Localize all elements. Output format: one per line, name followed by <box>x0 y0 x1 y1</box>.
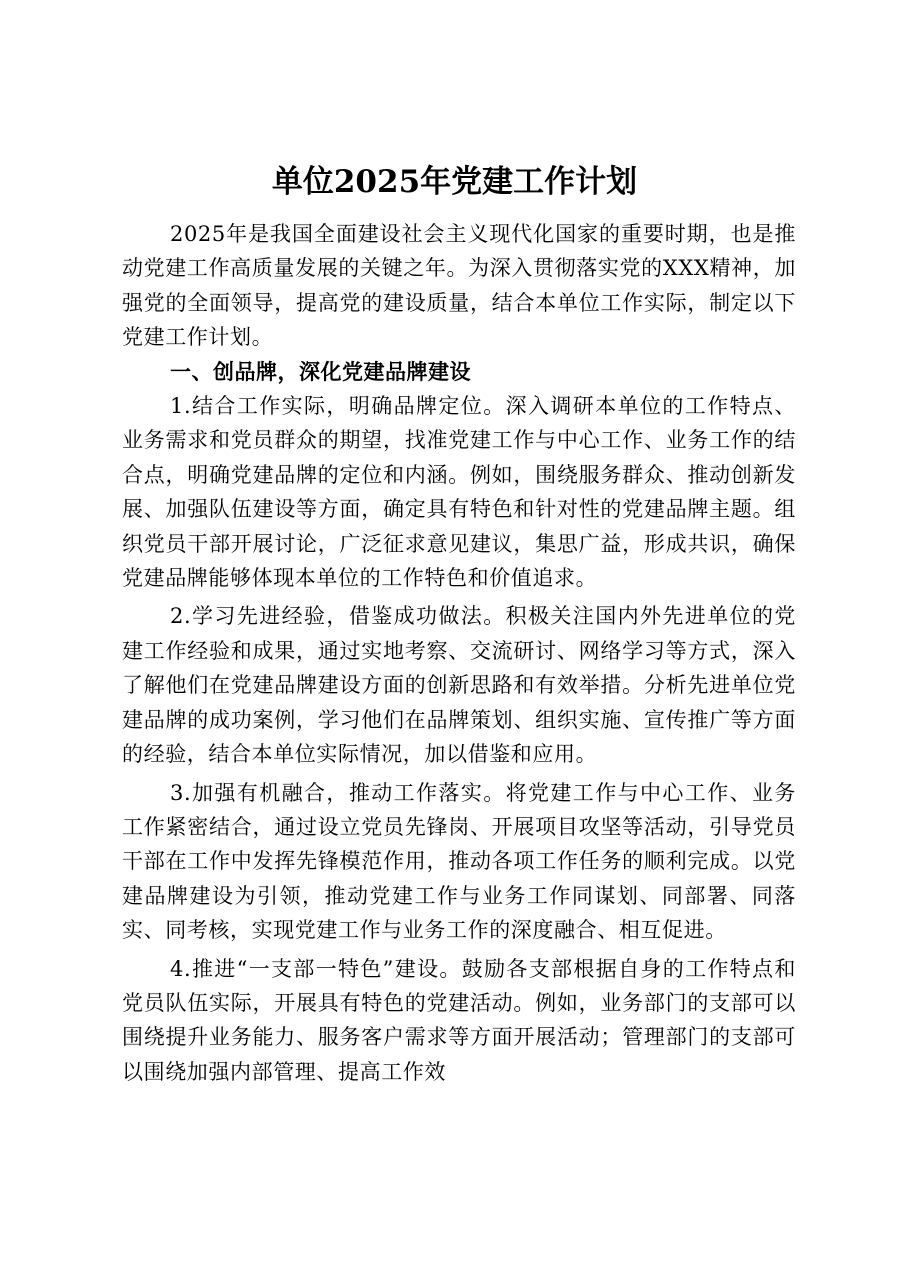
paragraph-item-3: 3.加强有机融合，推动工作落实。将党建工作与中心工作、业务工作紧密结合，通过设立党员先锋岗、开展项目攻坚等活动，引导党员干部在工作中发挥先锋模范作用，推动各项工作任务的顺利完成。以党建品牌建设为引领，推动党建工作与业务工作同谋划、同部署、同落实、同考核，实现党建工作与业务工作的深度融合、相互促进。 <box>122 780 796 943</box>
paragraph-item-2: 2.学习先进经验，借鉴成功做法。积极关注国内外先进单位的党建工作经验和成果，通过实地考察、交流研讨、网络学习等方式，深入了解他们在党建品牌建设方面的创新思路和有效举措。分析先进单位党建品牌的成功案例，学习他们在品牌策划、组织实施、宣传推广等方面的经验，结合本单位实际情况，加以借鉴和应用。 <box>122 604 796 767</box>
document-title: 单位2025年党建工作计划 <box>271 164 638 200</box>
paragraph-item-4: 4.推进“一支部一特色”建设。鼓励各支部根据自身的工作特点和党员队伍实际，开展具有特色的党建活动。例如，业务部门的支部可以围绕提升业务能力、服务客户需求等方面开展活动；管理部门的支部可以围绕加强内部管理、提高工作效 <box>122 956 796 1084</box>
section-heading: 一、创品牌，深化党建品牌建设 <box>170 359 471 384</box>
paragraph-item-1: 1.结合工作实际，明确品牌定位。深入调研本单位的工作特点、业务需求和党员群众的期望，找准党建工作与中心工作、业务工作的结合点，明确党建品牌的定位和内涵。例如，围绕服务群众、推动创新发展、加强队伍建设等方面，确定具有特色和针对性的党建品牌主题。组织党员干部开展讨论，广泛征求意见建议，集思广益，形成共识，确保党建品牌能够体现本单位的工作特色和价值追求。 <box>122 394 796 591</box>
intro-paragraph: 2025年是我国全面建设社会主义现代化国家的重要时期，也是推动党建工作高质量发展的关键之年。为深入贯彻落实党的XXX精神，加强党的全面领导，提高党的建设质量，结合本单位工作实际，制定以下党建工作计划。 <box>122 222 796 350</box>
document-body <box>122 217 796 1089</box>
